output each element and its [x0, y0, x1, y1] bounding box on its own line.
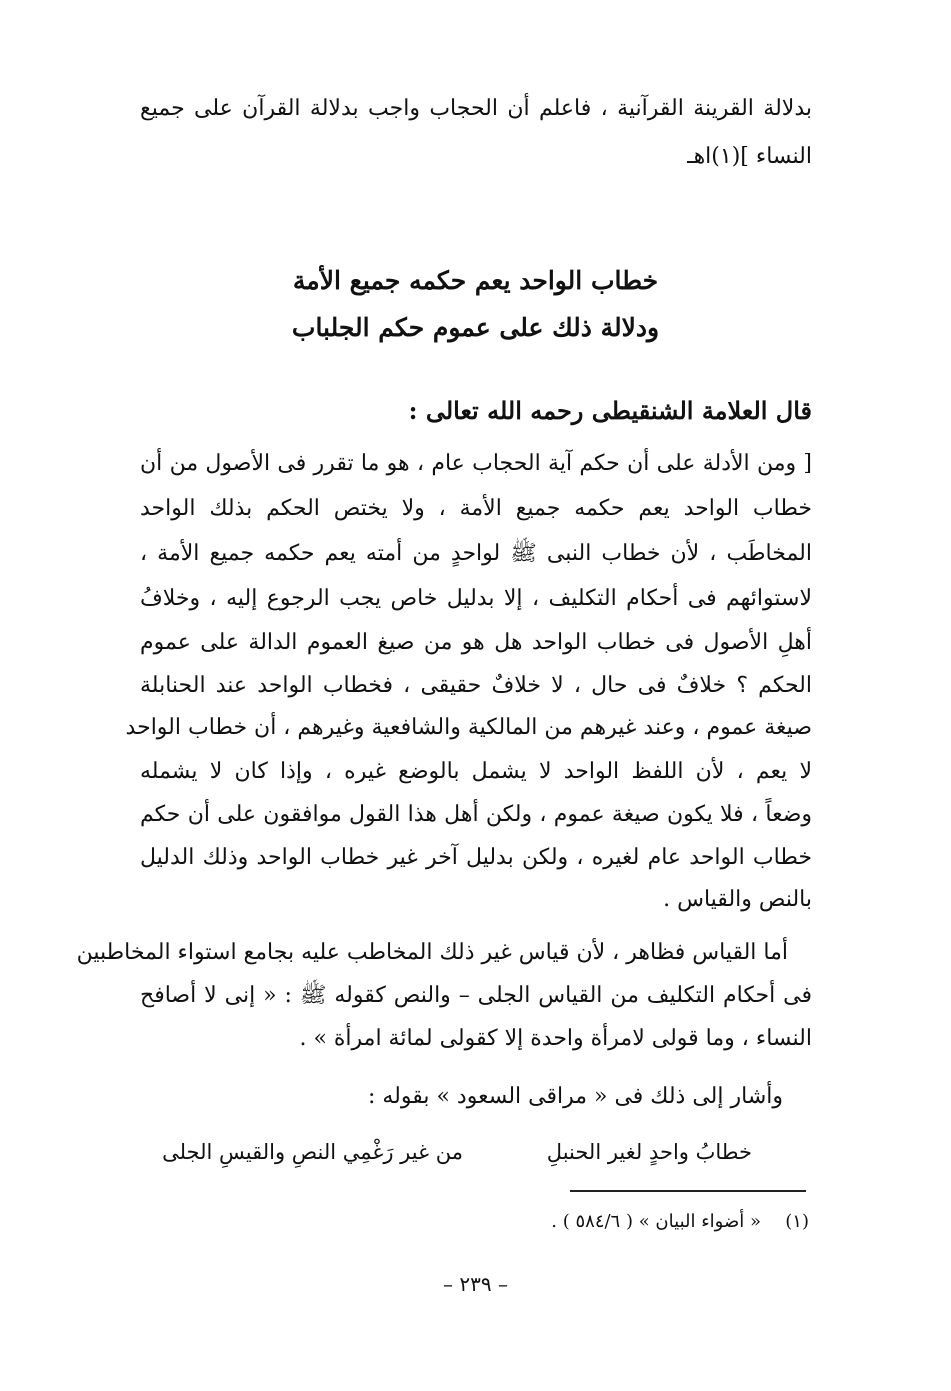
quote-attribution: قال العلامة الشنقيطى رحمه الله تعالى :: [408, 396, 812, 425]
qiyas-line-3: النساء ، وما قولى لامرأة واحدة إلا كقولى لمائة امرأة » .: [299, 1026, 812, 1051]
section-heading-line-2: ودلالة ذلك على عموم حكم الجلباب: [291, 313, 660, 342]
quote-line-5: أهلِ الأصول فى خطاب الواحد هل هو من صيغ العموم الدالة على عموم: [140, 630, 812, 655]
quote-line-1: [ ومن الأدلة على أن حكم آية الحجاب عام ، هو ما تقرر فى الأصول من أن: [140, 451, 812, 476]
footnote-number: (١): [785, 1211, 809, 1232]
page-number: – ٢٣٩ –: [443, 1272, 508, 1296]
verse-second-hemistich: من غير رَغْمِي النصِ والقيسِ الجلى: [162, 1140, 463, 1164]
section-heading-line-1: خطاب الواحد يعم حكمه جميع الأمة: [292, 266, 659, 295]
qiyas-line-1: أما القياس فظاهر ، لأن قياس غير ذلك المخاطب عليه بجامع استواء المخاطبين: [76, 940, 788, 965]
continuation-line-2: النساء ](١)اهـ: [687, 144, 812, 169]
quote-line-10: خطاب الواحد عام لغيره ، ولكن بدليل آخر غير خطاب الواحد وذلك الدليل: [140, 845, 812, 870]
qiyas-line-2: فى أحكام التكليف من القياس الجلى – والنص كقوله ﷺ : « إنى لا أصافح: [140, 983, 812, 1008]
quote-line-3: المخاطَب ، لأن خطاب النبى ﷺ لواحدٍ من أمته يعم حكمه جميع الأمة ،: [140, 541, 812, 566]
quote-line-2: خطاب الواحد يعم حكمه جميع الأمة ، ولا يختص الحكم بذلك الواحد: [140, 496, 812, 521]
quote-line-9: وضعاً ، فلا يكون صيغة عموم ، ولكن أهل هذا القول موافقون على أن حكم: [140, 802, 812, 827]
footnote-text: « أضواء البيان » ( ٥٨٤/٦ ) .: [551, 1211, 761, 1232]
footnote-separator: [570, 1190, 806, 1192]
quote-line-8: لا يعم ، لأن اللفظ الواحد لا يشمل بالوضع غيره ، وإذا كان لا يشمله: [140, 759, 812, 784]
quote-line-4: لاستوائهم فى أحكام التكليف ، إلا بدليل خاص يجب الرجوع إليه ، وخلافُ: [140, 586, 812, 611]
quote-line-7: صيغة عموم ، وعند غيرهم من المالكية والشافعية وغيرهم ، أن خطاب الواحد: [125, 715, 812, 740]
verse-first-hemistich: خطابُ واحدٍ لغير الحنبلِ: [546, 1140, 752, 1164]
quote-line-6: الحكم ؟ خلافٌ فى حال ، لا خلافٌ حقيقى ، فخطاب الواحد عند الحنابلة: [140, 673, 812, 698]
ashar-line: وأشار إلى ذلك فى « مراقى السعود » بقوله :: [367, 1084, 783, 1109]
continuation-line-1: بدلالة القرينة القرآنية ، فاعلم أن الحجاب واجب بدلالة القرآن على جميع: [140, 96, 812, 121]
quote-line-11: بالنص والقياس .: [663, 887, 812, 912]
